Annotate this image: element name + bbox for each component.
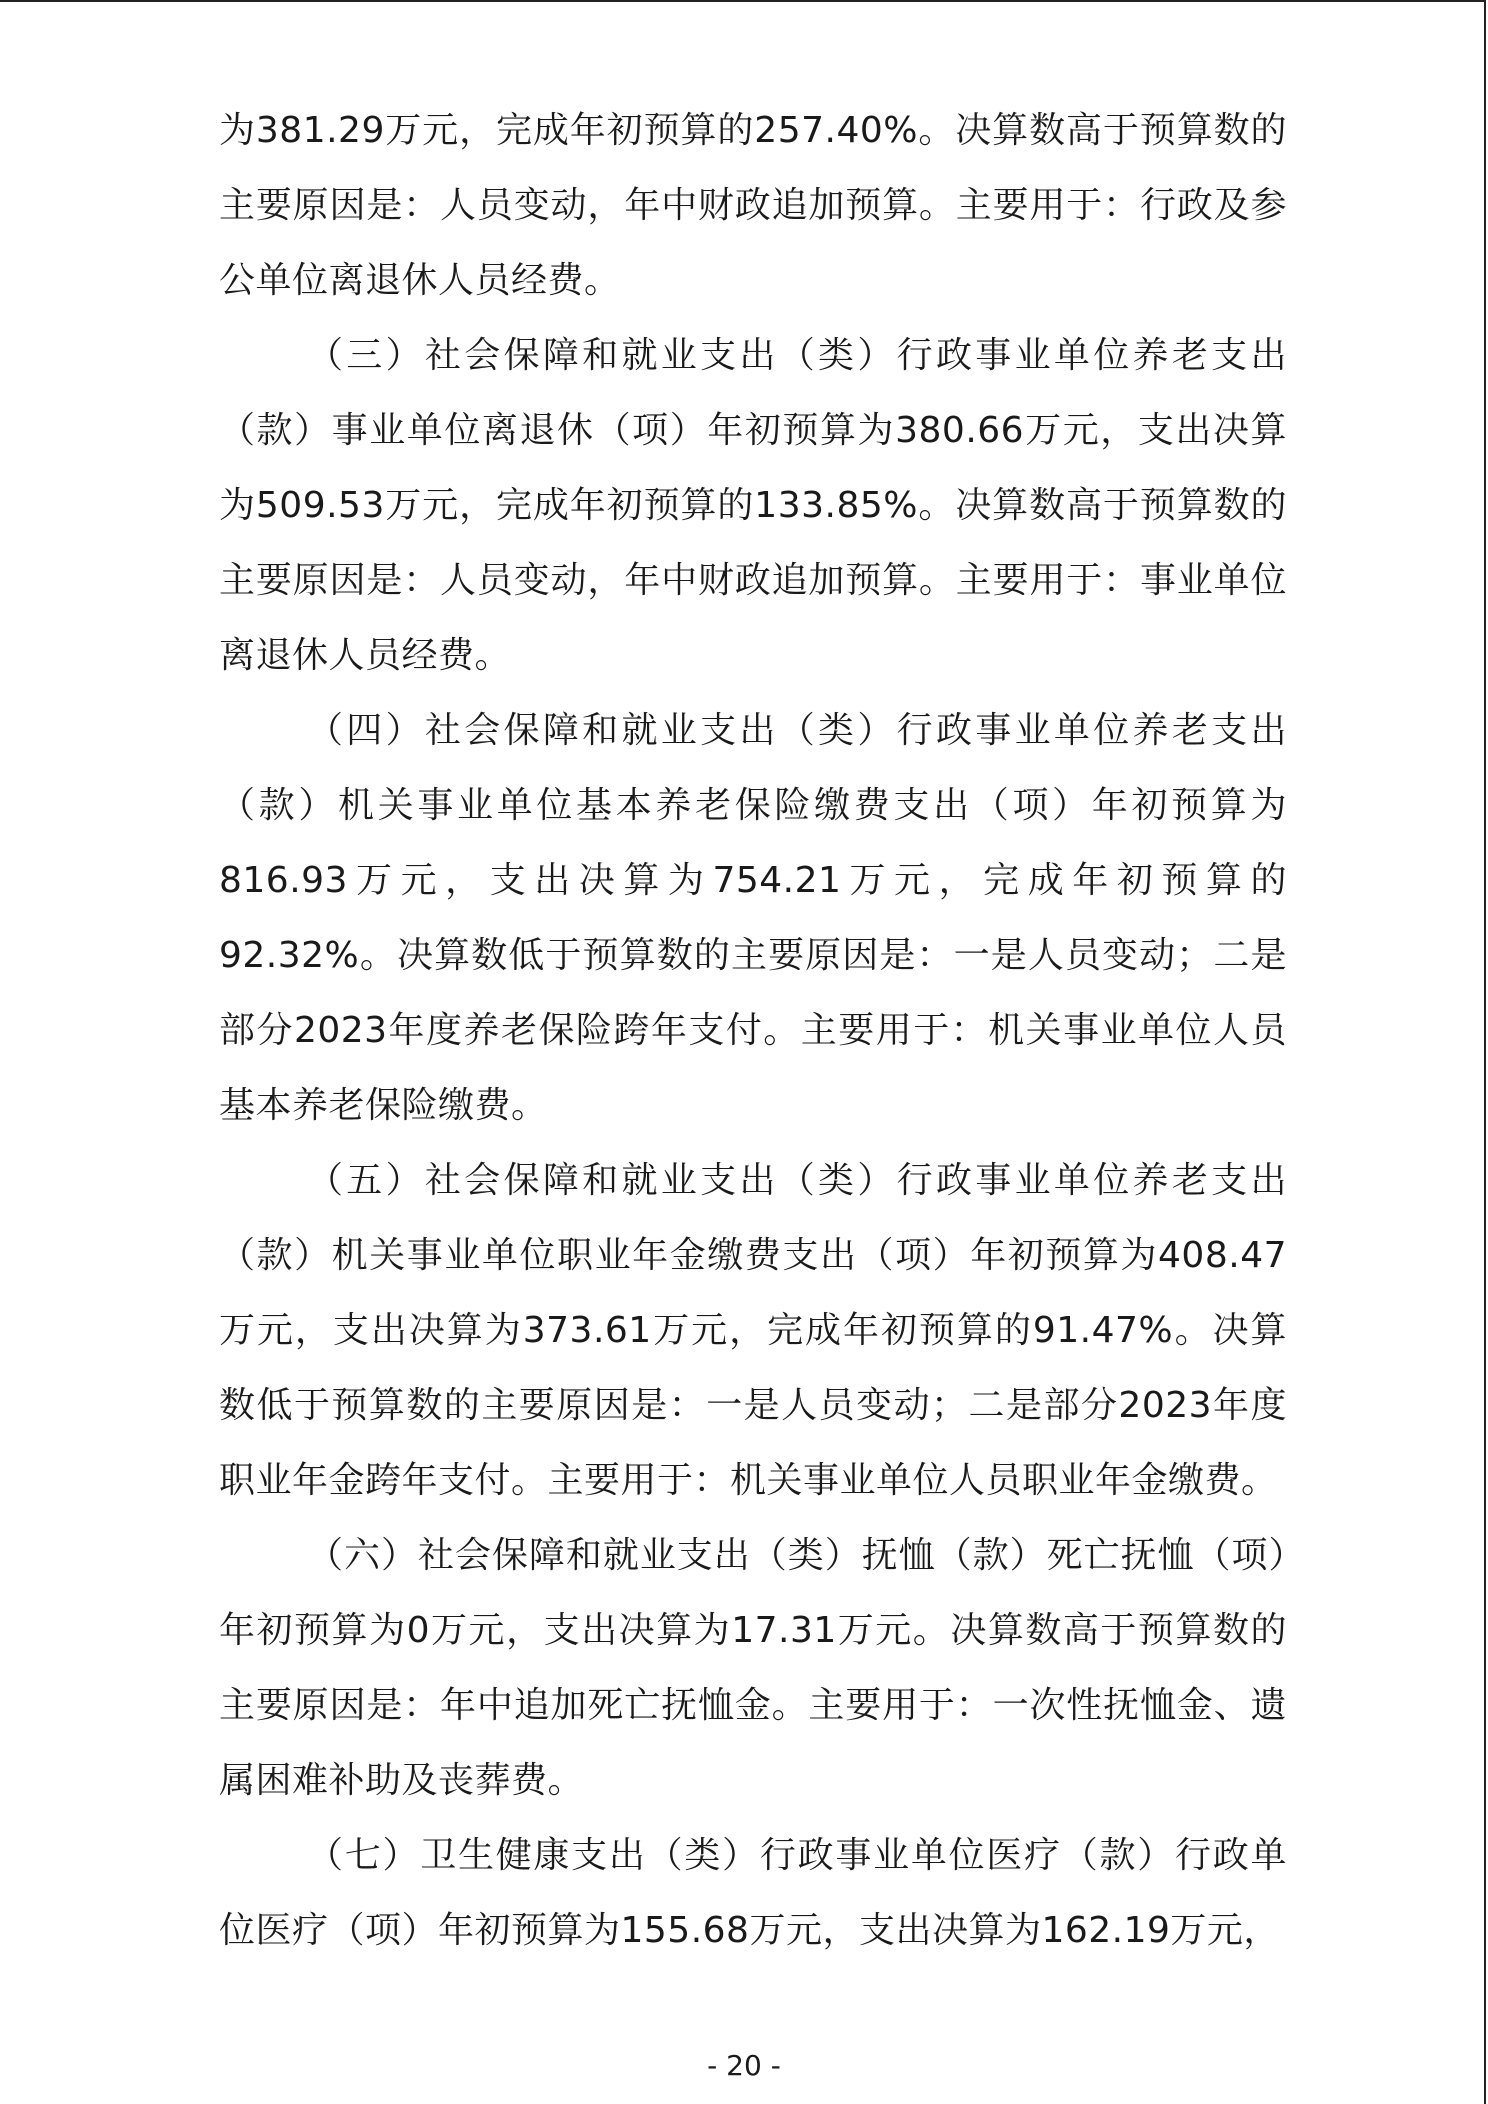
paragraph-continuation: 为381.29万元，完成年初预算的257.40%。决算数高于预算数的主要原因是：人员变动，年中财政追加预算。主要用于：行政及参公单位离退休人员经费。 [219, 110, 1287, 301]
paragraph-item-5: （五）社会保障和就业支出（类）行政事业单位养老支出（款）机关事业单位职业年金缴费支出（项）年初预算为408.47万元，支出决算为373.61万元，完成年初预算的91.47%。决算数低于预算数的主要原因是：一是人员变动；二是部分2023年度职业年金跨年支付。主要用于：机关事业单位人员职业年金缴费。 [219, 1160, 1287, 1501]
paragraph-item-7: （七）卫生健康支出（类）行政事业单位医疗（款）行政单位医疗（项）年初预算为155.68万元，支出决算为162.19万元， [219, 1835, 1287, 1951]
document-body [219, 93, 1287, 1968]
page-number: - 20 - [707, 2049, 781, 2082]
paragraph-item-6: （六）社会保障和就业支出（类）抚恤（款）死亡抚恤（项）年初预算为0万元，支出决算为17.31万元。决算数高于预算数的主要原因是：年中追加死亡抚恤金。主要用于：一次性抚恤金、遗属困难补助及丧葬费。 [219, 1535, 1287, 1801]
paragraph-item-3: （三）社会保障和就业支出（类）行政事业单位养老支出（款）事业单位离退休（项）年初预算为380.66万元，支出决算为509.53万元，完成年初预算的133.85%。决算数高于预算数的主要原因是：人员变动，年中财政追加预算。主要用于：事业单位离退休人员经费。 [219, 335, 1287, 676]
paragraph-item-4: （四）社会保障和就业支出（类）行政事业单位养老支出（款）机关事业单位基本养老保险缴费支出（项）年初预算为816.93万元，支出决算为754.21万元，完成年初预算的92.32%。决算数低于预算数的主要原因是：一是人员变动；二是部分2023年度养老保险跨年支付。主要用于：机关事业单位人员基本养老保险缴费。 [219, 710, 1287, 1126]
